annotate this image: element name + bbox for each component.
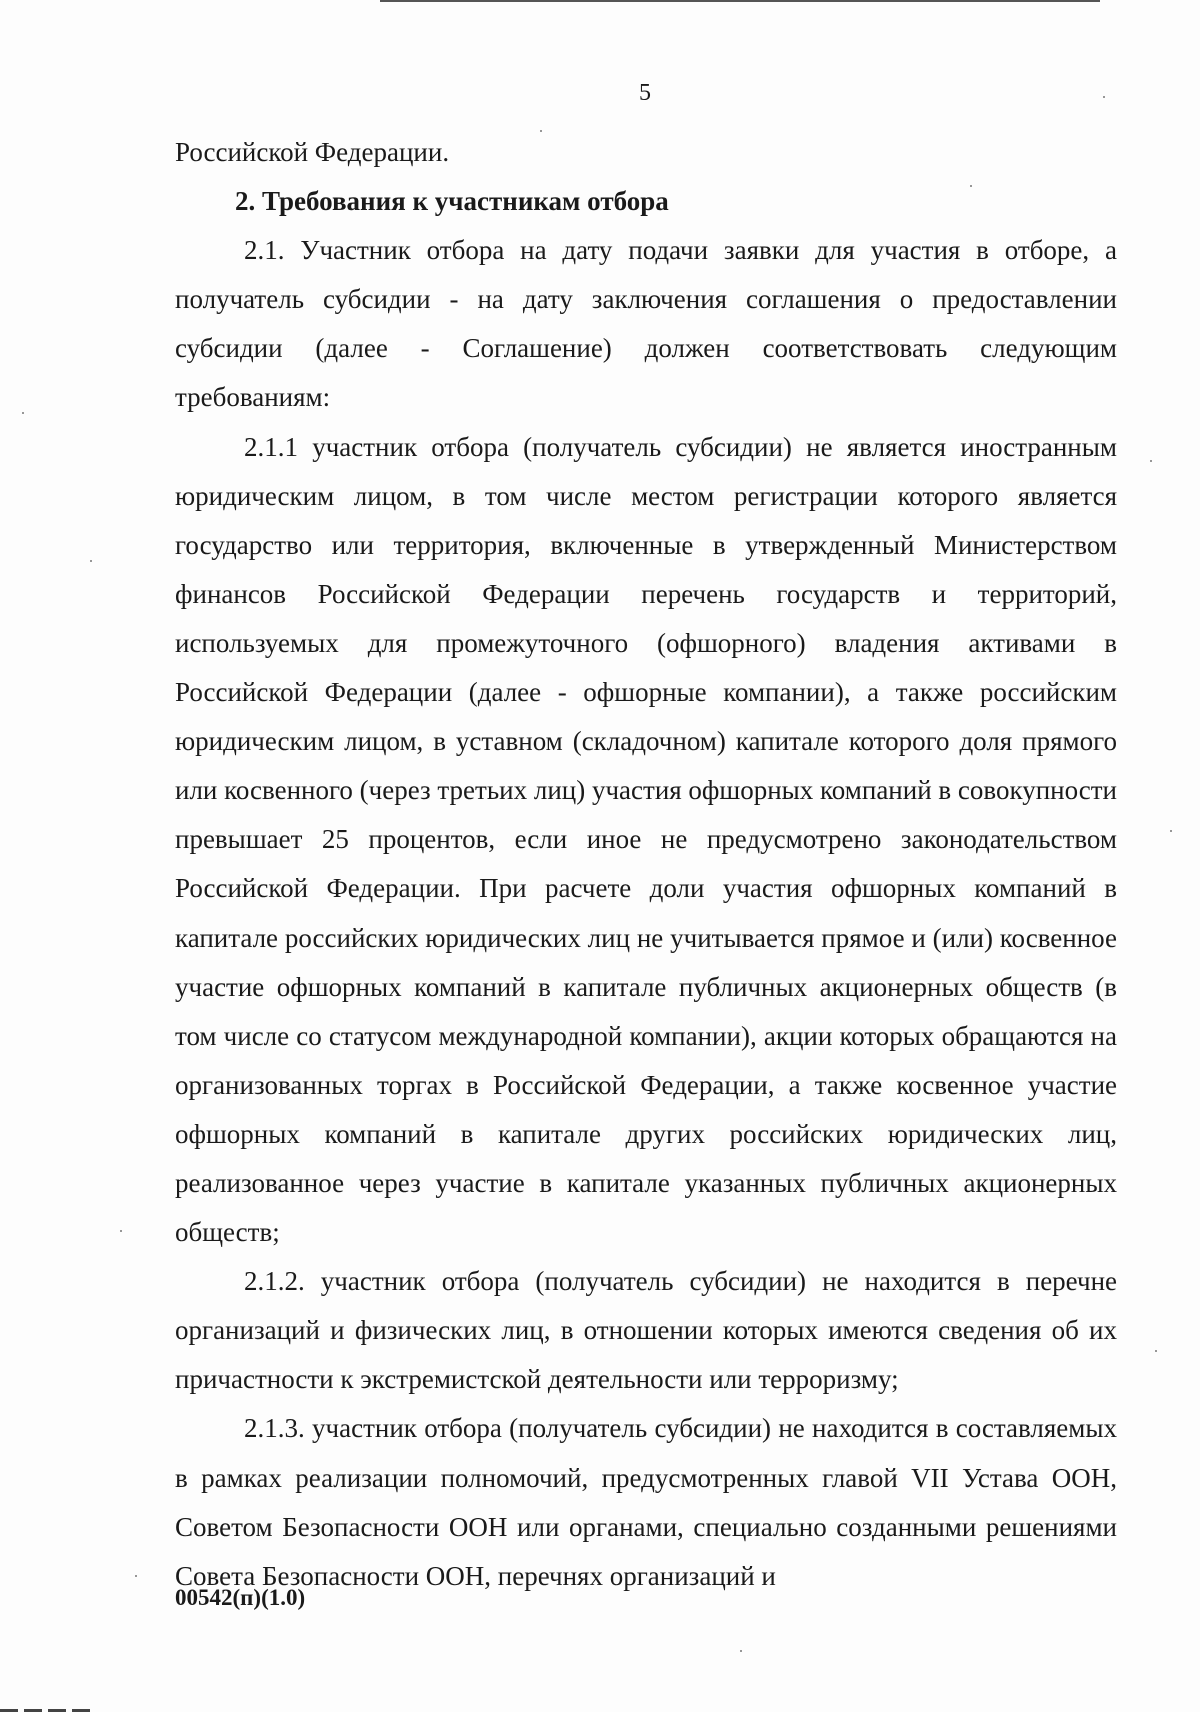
paragraph-2-1-1: 2.1.1 участник отбора (получатель субсидии) не является иностранным юридическим лицом, в том числе местом регистрации которого является государство или территория, включенные в утвержденный Министерством финансов Российской Федерации перечень государств и территорий, используемых для промежуточного (офшорного) владения активами в Российской Федерации (далее - офшорные компании), а также российским юридическим лицом, в уставном (складочном) капитале которого доля прямого или косвенного (через третьих лиц) участия офшорных компаний в совокупности превышает 25 процентов, если иное не предусмотрено законодательством Российской Федерации. При расчете доли участия офшорных компаний в капитале российских юридических лиц не учитывается прямое и (или) косвенное участие офшорных компаний в капитале публичных акционерных обществ (в том числе со статусом международной компании), акции которых обращаются на организованных торгах в Российской Федерации, а также косвенное участие офшорных компаний в капитале других российских юридических лиц, реализованное через участие в капитале указанных публичных акционерных обществ;	[175, 431, 1117, 1248]
scan-speck	[540, 130, 542, 132]
page-number: 5	[639, 80, 651, 106]
scan-speck	[1155, 1350, 1157, 1352]
scan-speck	[22, 412, 24, 414]
scan-speck	[1103, 96, 1105, 98]
document-code: 00542(п)(1.0)	[175, 1585, 306, 1610]
paragraph-2-1-2: 2.1.2. участник отбора (получатель субсидии) не находится в перечне организаций и физических лиц, в отношении которых имеются сведения об их причастности к экстремистской деятельности или терроризму;	[175, 1266, 1117, 1395]
top-border-line	[380, 0, 1100, 2]
scan-speck	[740, 1650, 742, 1652]
document-body	[175, 128, 1117, 1601]
paragraph-2-1-3: 2.1.3. участник отбора (получатель субсидии) не находится в составляемых в рамках реализации полномочий, предусмотренных главой VII Устава ООН, Советом Безопасности ООН или органами, специально созданными решениями Совета Безопасности ООН, перечнях организаций и	[175, 1413, 1117, 1591]
scan-speck	[90, 560, 92, 562]
paragraph-2-1: 2.1. Участник отбора на дату подачи заявки для участия в отборе, а получатель субсидии - на дату заключения соглашения о предоставлении субсидии (далее - Соглашение) должен соответствовать следующим требованиям:	[175, 235, 1117, 413]
scan-speck	[120, 1230, 122, 1232]
scan-speck	[135, 1575, 137, 1577]
section-title: 2. Требования к участникам отбора	[235, 186, 669, 217]
scan-speck	[1170, 830, 1172, 832]
scan-speck	[970, 185, 972, 187]
scan-speck	[1150, 460, 1152, 462]
lead-line: Российской Федерации.	[175, 137, 450, 167]
